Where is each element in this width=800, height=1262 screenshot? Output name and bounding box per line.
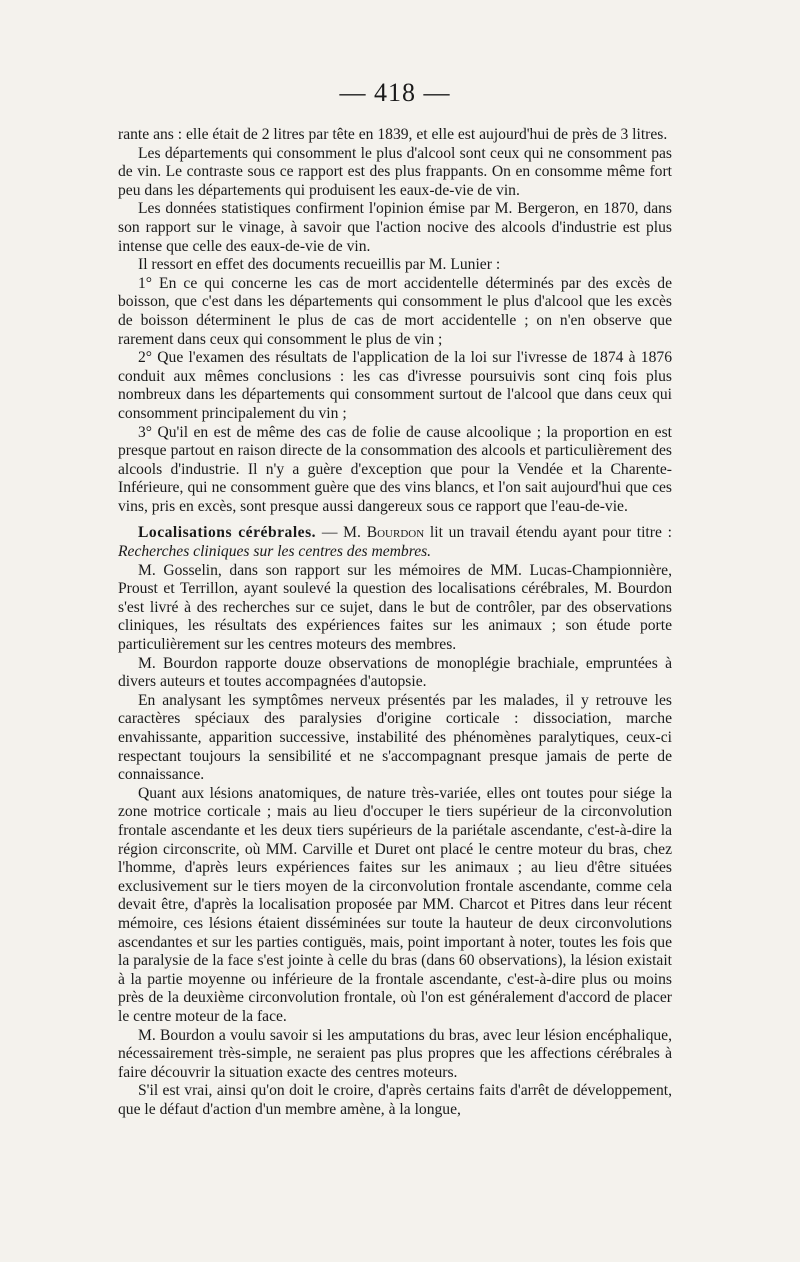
page-number: — 418 — xyxy=(339,78,451,107)
section-intro-paragraph xyxy=(118,524,672,561)
paragraph: S'il est vrai, ainsi qu'on doit le croire, d'après certains faits d'arrêt de développement, que le défaut d'action d'un membre amène, à la longue, xyxy=(118,1082,672,1118)
paragraph: M. Bourdon a voulu savoir si les amputations du bras, avec leur lésion encéphalique, nécessairement très-simple, ne seraient pas plus propres que les affections cérébrales à faire découvrir la situation exacte des centres moteurs. xyxy=(118,1026,672,1081)
paragraph: En analysant les symptômes nerveux présentés par les malades, il y retrouve les caractères spéciaux des paralysies d'origine corticale : dissociation, marche envahissante, apparition successive, instabilité des phénomènes paralytiques, ceux-ci respectant toujours la sensibilité et ne s'accompagnant presque jamais de perte de connaissance. xyxy=(118,691,672,784)
paragraph: M. Gosselin, dans son rapport sur les mémoires de MM. Lucas-Championnière, Proust et Terrillon, ayant soulevé la question des localisations cérébrales, M. Bourdon s'est livré à des recherches sur ce sujet, dans le but de contrôler, par des observations cliniques, les résultats des expériences faites sur les animaux ; son étude porte particulièrement sur les centres moteurs des membres. xyxy=(118,561,672,654)
section-work-title: Recherches cliniques sur les centres des membres. xyxy=(118,543,432,561)
paragraph: Il ressort en effet des documents recueillis par M. Lunier : xyxy=(138,256,501,274)
section-intro: lit un travail étendu ayant pour titre : xyxy=(424,524,672,542)
paragraph: Les départements qui consomment le plus d'alcool sont ceux qui ne consomment pas de vin. Le contraste sous ce rapport est des plus frappants. On en consomme même fort peu dans les départements qui produisent les eaux-de-vie de vin. xyxy=(118,144,672,199)
paragraph: 1° En ce qui concerne les cas de mort accidentelle déterminés par des excès de boisson, que c'est dans les départements qui consomment le plus d'alcool que les excès de boisson déterminent le plus de cas de mort accidentelle ; on n'en observe que rarement dans ceux qui consomment le plus de vin ; xyxy=(118,274,672,348)
paragraph: M. Bourdon rapporte douze observations de monoplégie brachiale, empruntées à divers auteurs et toutes accompagnées d'autopsie. xyxy=(118,654,672,691)
paragraph: rante ans : elle était de 2 litres par tête en 1839, et elle est aujourd'hui de près de 3 litres. xyxy=(118,126,668,143)
section-heading: Localisations cérébrales. xyxy=(138,524,317,542)
paragraph: Quant aux lésions anatomiques, de nature très-variée, elles ont toutes pour siége la zone motrice corticale ; mais au lieu d'occuper le tiers supérieur de la circonvolution frontale ascendante et les deux tiers supérieurs de la pariétale ascendante, c'est-à-dire la région circonscrite, où MM. Carville et Duret ont placé le centre moteur du bras, chez l'homme, d'après leurs expériences faites sur les animaux ; au lieu d'être situées exclusivement sur le tiers moyen de la circonvolution frontale ascendante, comme cela devait être, d'après la localisation proposée par MM. Charcot et Pitres dans leur récent mémoire, ces lésions étaient disséminées sur toute la hauteur de deux circonvolutions ascendantes et sur les parties contiguës, mais, point important à noter, toutes les fois que la paralysie de la face s'est jointe à celle du bras (dans 60 observations), la lésion existait à la partie moyenne ou inférieure de la frontale ascendante, c'est-à-dire plus ou moins près de la deuxième circonvolution frontale, où l'on est généralement d'accord de placer le centre moteur de la face. xyxy=(118,784,672,1025)
paragraph: 3° Qu'il en est de même des cas de folie de cause alcoolique ; la proportion en est presque partout en raison directe de la consommation des alcools et particulièrement des alcools d'industrie. Il n'y a guère d'exception que pour la Vendée et la Charente-Inférieure, qui ne consomment guère que des vins blancs, et l'on sait aujourd'hui que ces vins, pris en excès, sont presque aussi dangereux sous ce rapport que l'eau-de-vie. xyxy=(118,423,672,515)
paragraph: 2° Que l'examen des résultats de l'application de la loi sur l'ivresse de 1874 à 1876 conduit aux mêmes conclusions : les cas d'ivresse poursuivis sont cinq fois plus nombreux dans les départements qui consomment surtout de l'alcool que dans ceux qui consomment principalement du vin ; xyxy=(118,349,672,422)
section-author: Bourdon xyxy=(366,524,425,542)
paragraph: Les données statistiques confirment l'opinion émise par M. Bergeron, en 1870, dans son rapport sur le vinage, à savoir que l'action nocive des alcools d'industrie est plus intense que celle des eaux-de-vie de vin. xyxy=(118,200,672,255)
section-dash: — M. xyxy=(316,524,367,542)
